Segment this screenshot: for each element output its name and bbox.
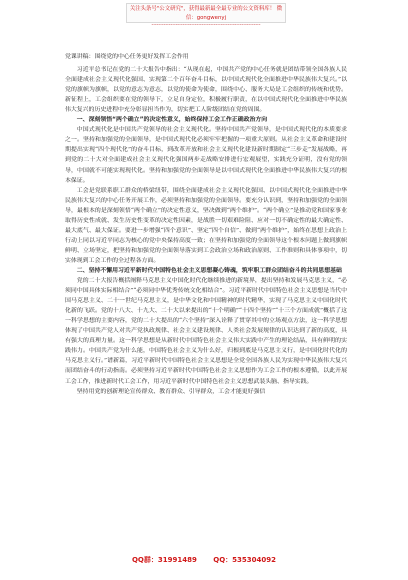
section-heading: 二、坚持不懈用习近平新时代中国特色社会主义思想凝心铸魂，筑牢职工群众团结奋斗的共同思想基础 <box>76 267 342 274</box>
promo-banner-text: 关注头条号"公文研究"，获得最新最全最专业的公文资料库！ 微信：gongwenyj <box>129 6 283 21</box>
promo-banner-divider: --------------------------------------------------------------- <box>151 23 261 28</box>
paragraph-list <box>65 65 347 397</box>
footer-qq: QQ：535304092 <box>213 556 277 564</box>
footer-qq-group: QQ群：31991489 <box>131 556 197 564</box>
body-paragraph: 党的二十大报告概括阐释马克思主义中国化时代化继续推进的新境界，提出坚持和发展马克思主义，“必须同中国具体实际相结合”“必须同中华优秀传统文化相结合”。习近平新时代中国特色社会主义思想是当代中国马克思主义、二十一世纪马克思主义，是中华文化和中国精神的时代精华，实现了马克思主义中国化时代化新的飞跃。党的十八大、十九大、二十大以来提出的“十个明确”“十四个坚持”“十三个方面成就”概括了这一科学思想的主要内容，党的二十大提出的“六个坚持”深入诠释了贯穿其中的立场观点方法，这一科学思想体现了中国共产党人对共产党执政规律、社会主义建设规律、人类社会发展规律的认识达到了新的高度，具有强大的真理力量。这一科学思想是从新时代中国特色社会主义伟大实践中产生的理论结晶，具有鲜明的实践伟力。中国共产党为什么能，中国特色社会主义为什么好，归根到底是马克思主义行，是中国化时代化的马克思主义行。”谱新篇，习近平新时代中国特色社会主义思想是全党全国各族人民为实现中华民族伟大复兴而团结奋斗的行动指南。必须坚持习近平新时代中国特色社会主义思想作为工会工作的根本遵循，以此开展工会工作，推进新时代工会工作，用习近平新时代中国特色社会主义思想武装头脑、指导实践。 <box>65 278 347 385</box>
document-body <box>65 52 347 397</box>
page-footer <box>0 555 408 565</box>
body-paragraph: 工会是党联系职工群众的桥梁纽带，围绕全面建成社会主义现代化强国、以中国式现代化全面推进中华民族伟大复兴的中心任务开展工作，必须坚持和加强党的全面领导。要充分认识到，坚持和加强党的全面领导，最根本的是深刻领悟“两个确立”的决定性意义，坚决做到“两个维护”。“两个确立”是推动党和国家事业取得历史性成就、发生历史性变革的决定性因素，是战胜一切艰难险阻、应对一切不确定性的最大确定性、最大底气、最大保证。要进一步增强“四个意识”、坚定“四个自信”、做到“两个维护”，始终在思想上政治上行动上同以习近平同志为核心的党中央保持高度一致；在坚持和加强党的全面领导这个根本问题上做到旗帜鲜明、立场坚定，把坚持和加强党的全面领导落实到工会政治立场和政治原则、工作准则和具体事项中，切实体现到工会工作的全过程各方面。 <box>65 187 347 264</box>
document-title: 党课讲稿：围绕党的中心任务更好发挥工会作用 <box>65 54 189 60</box>
section-heading: 一、深刻领悟“两个确立”的决定性意义，始终保持工会工作正确政治方向 <box>76 117 268 124</box>
body-paragraph: 习近平总书记在党的二十大报告中指出：“从现在起，中国共产党的中心任务就是团结带领全国各族人民全面建成社会主义现代化强国、实现第二个百年奋斗目标，以中国式现代化全面推进中华民族伟大复兴。”以党的旗帜为旗帜，以党的意志为意志，以党的使命为使命，围绕中心、服务大局是工会组织的传统和优势。新征程上，工会组织要在党的领导下，立足自身定位，积极履行职责，在以中国式现代化全面推进中华民族伟大复兴的历史进程中充分彰显担当作为，切实把工人阶级团结在党的周围。 <box>65 67 347 114</box>
body-paragraph: 中国式现代化是中国共产党领导的社会主义现代化。坚持中国共产党领导，是中国式现代化的本质要求之一。坚持和加强党的全面领导，是中国式现代化必须牢牢把握的一项重大原则。从社会主义革命和建设时期提出实现“四个现代化”的奋斗目标，到改革开放和社会主义现代化建设新时期制定“三步走”发展战略，再到党的二十大对全面建成社会主义现代化强国两步走战略安排进行宏观展望，实践充分证明，没有党的领导，中国就不可能实现现代化。坚持和加强党的全面领导是以中国式现代化全面推进中华民族伟大复兴的根本保证。 <box>65 127 347 184</box>
body-paragraph: 坚持用党的创新理论宣传群众、教育群众、引导群众，工会才能更好强信 <box>76 388 266 395</box>
promo-banner <box>126 3 286 28</box>
